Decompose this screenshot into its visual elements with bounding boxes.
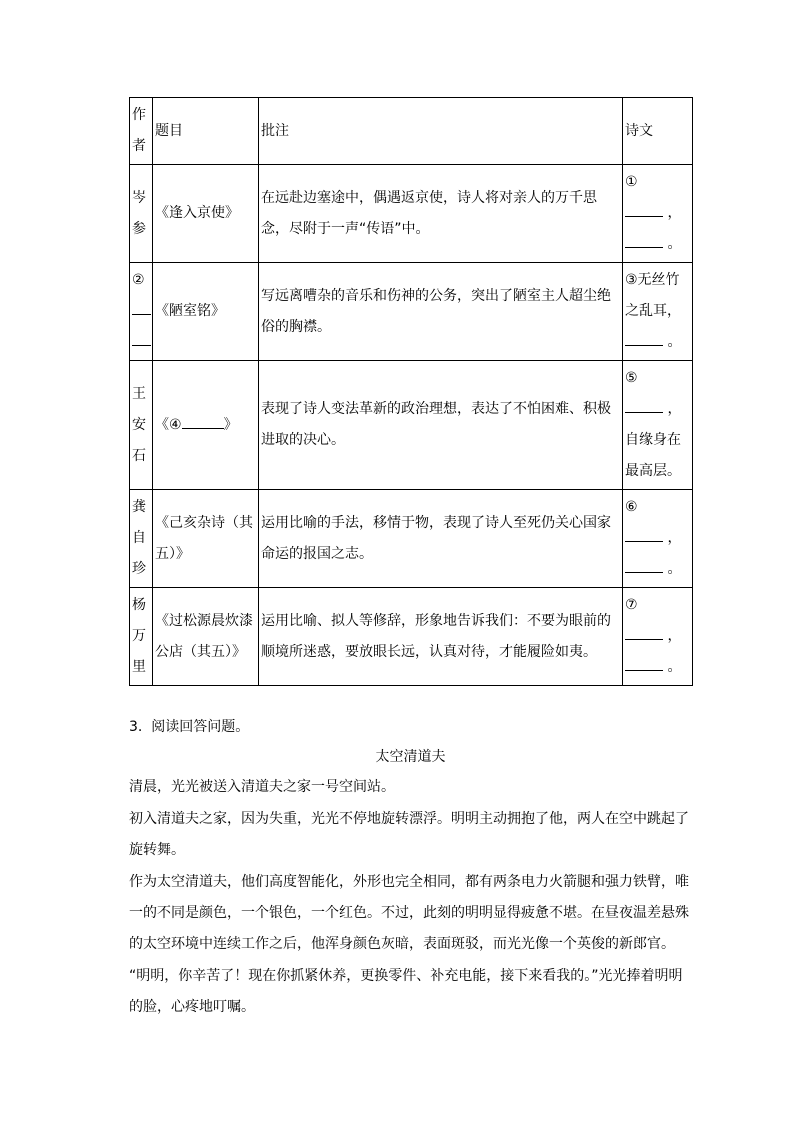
row-title: 《陋室铭》 [153,263,259,361]
row-poem [623,490,693,588]
essay-paragraph: “明明，你辛苦了！现在你抓紧休养，更换零件、补充电能，接下来看我的。”光光捧着明明的脸，心疼地叮嘱。 [129,968,683,1015]
poem-prefix: ⑦ [625,597,638,613]
question-number: 3. [129,719,143,735]
poem-table [129,97,693,686]
table-row [130,588,693,686]
header-title: 题目 [153,98,259,165]
row-title: 《过松源晨炊漆公店（其五）》 [153,588,259,686]
fill-blank[interactable] [132,331,151,346]
row-poem [623,165,693,263]
poem-prefix: ⑥ [625,499,638,515]
row-title: 《逢入京使》 [153,165,259,263]
fill-blank[interactable] [625,233,663,248]
poem-prefix: ③无丝竹之乱耳， [625,272,681,319]
row-author: 杨万里 [130,588,153,686]
fill-blank[interactable] [625,398,663,413]
row-note: 写远离嘈杂的音乐和伤神的公务，突出了陋室主人超尘绝俗的胸襟。 [259,263,623,361]
poem-punct: ， [667,401,682,417]
row-poem [623,361,693,490]
row-author: 王安石 [130,361,153,490]
essay-paragraph: 初入清道夫之家，因为失重，光光不停地旋转漂浮。明明主动拥抱了他，两人在空中跳起了旋转舞。 [129,811,689,858]
essay-title: 太空清道夫 [375,749,446,765]
essay-paragraph: 作为太空清道夫，他们高度智能化，外形也完全相同，都有两条电力火箭腿和强力铁臂，唯一的不同是颜色，一个银色，一个红色。不过，此刻的明明显得疲惫不堪。在昼夜温差悬殊的太空环境中连续工作之后，他浑身颜色灰暗，表面斑驳，而光光像一个英俊的新郎官。 [129,874,689,952]
fill-blank[interactable] [132,300,151,315]
row-author: 龚自珍 [130,490,153,588]
row-note: 表现了诗人变法革新的政治理想，表达了不怕困难、积极进取的决心。 [259,361,623,490]
header-note: 批注 [259,98,623,165]
row-author [130,263,153,361]
table-row [130,165,693,263]
poem-punct: 。 [667,659,682,675]
table-row [130,490,693,588]
table-row [130,263,693,361]
fill-blank[interactable] [625,656,663,671]
poem-punct: 。 [667,561,682,577]
row-title [153,361,259,490]
fill-blank[interactable] [625,202,663,217]
row-note: 运用比喻的手法，移情于物，表现了诗人至死仍关心国家命运的报国之志。 [259,490,623,588]
title-suffix: 》 [223,416,238,433]
essay-paragraph: 清晨，光光被送入清道夫之家一号空间站。 [129,779,395,795]
table-header-row [130,98,693,165]
row-poem [623,588,693,686]
fill-blank[interactable] [625,558,663,573]
poem-punct: 。 [667,236,682,252]
row-note: 运用比喻、拟人等修辞，形象地告诉我们：不要为眼前的顺境所迷惑，要放眼长远，认真对待，才能履险如夷。 [259,588,623,686]
author-marker: ② [132,272,145,288]
row-note: 在远赴边塞途中，偶遇返京使，诗人将对亲人的万千思念，尽附于一声“传语”中。 [259,165,623,263]
row-title: 《己亥杂诗（其五）》 [153,490,259,588]
row-poem [623,263,693,361]
fill-blank[interactable] [625,625,663,640]
row-author: 岑参 [130,165,153,263]
header-poem: 诗文 [623,98,693,165]
question-prompt: 阅读回答问题。 [151,719,250,735]
poem-prefix: ⑤ [625,370,638,386]
poem-punct: ， [667,530,682,546]
fill-blank[interactable] [625,331,663,346]
table-row [130,361,693,490]
poem-punct: ， [667,628,682,644]
title-prefix: 《④ [155,416,182,433]
question-header [129,716,692,736]
header-author: 作者 [130,98,153,165]
poem-suffix: 自缘身在最高层。 [625,432,681,479]
fill-blank[interactable] [625,527,663,542]
poem-punct: 。 [667,334,682,350]
poem-punct: ， [667,205,682,221]
fill-blank[interactable] [182,414,224,429]
poem-prefix: ① [625,174,638,190]
